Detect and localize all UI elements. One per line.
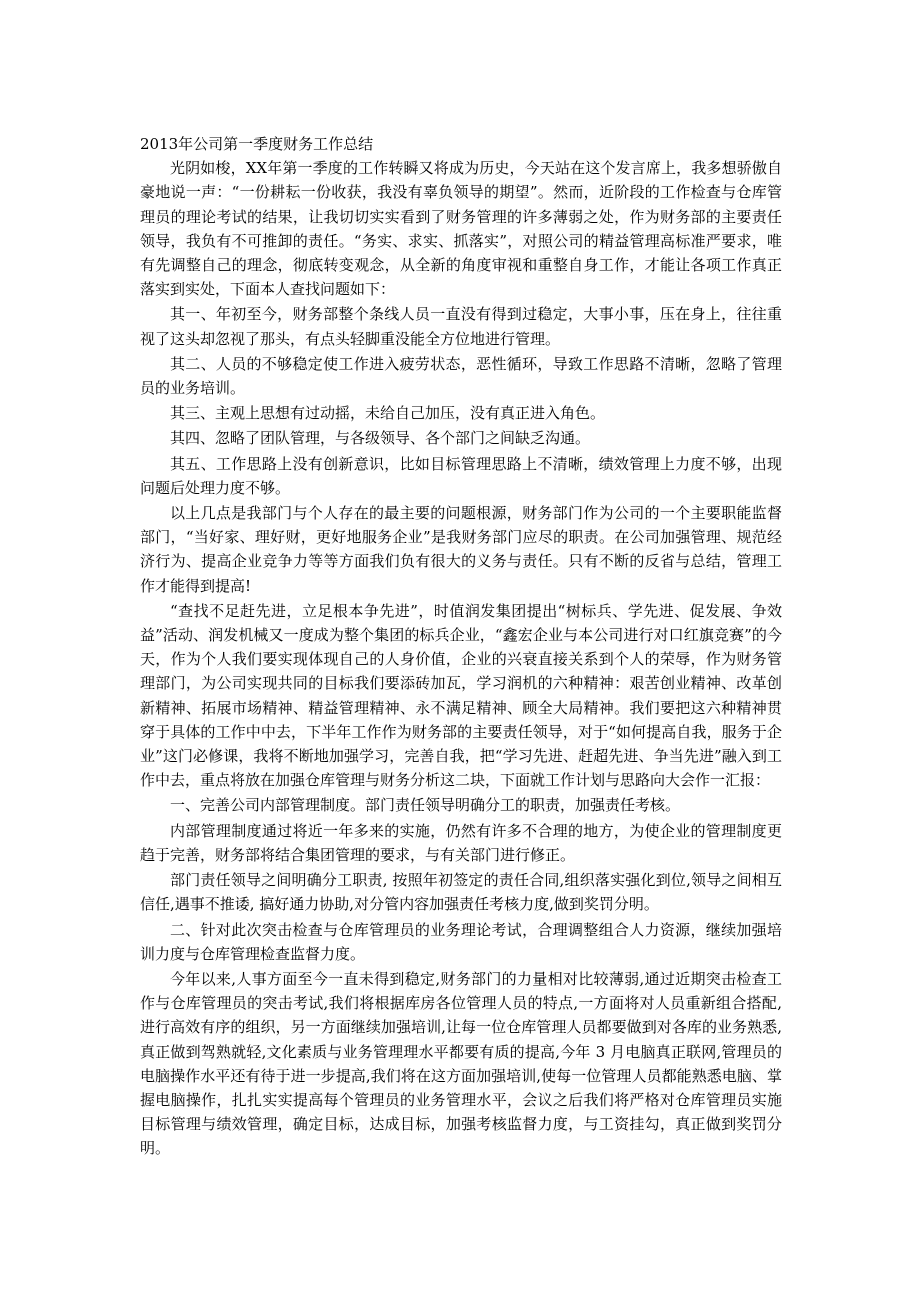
- paragraph-plan-1-detail-b: 部门责任领导之间明确分工职责, 按照年初签定的责任合同,组织落实强化到位,领导之间相互信任,遇事不推诿, 搞好通力协助,对分管内容加强责任考核力度,做到奖罚分明。: [140, 871, 782, 914]
- paragraph-issue-5: 其五、工作思路上没有创新意识，比如目标管理思路上不清晰，绩效管理上力度不够，出现问题后处理力度不够。: [140, 454, 782, 497]
- paragraph-issue-1: 其一、年初至今，财务部整个条线人员一直没有得到过稳定，大事小事，压在身上，往往重视了这头却忽视了那头，有点头轻脚重没能全方位地进行管理。: [140, 305, 782, 348]
- paragraph-issue-3: 其三、主观上思想有过动摇，未给自己加压，没有真正进入角色。: [170, 404, 606, 423]
- document-page: [140, 132, 782, 1161]
- document-title: 2013年公司第一季度财务工作总结: [140, 135, 374, 153]
- paragraph-intro: 光阴如梭，XX年第一季度的工作转瞬又将成为历史，今天站在这个发言席上，我多想骄傲自豪地说一声：“一份耕耘一份收获，我没有辜负领导的期望”。然而，近阶段的工作检查与仓库管理员的理论考试的结果，让我切切实实看到了财务管理的许多薄弱之处，作为财务部的主要责任领导，我负有不可推卸的责任。“务实、求实、抓落实”，对照公司的精益管理高标准严要求，唯有先调整自己的理念，彻底转变观念，从全新的角度审视和重整自身工作，才能让各项工作真正落实到实处，下面本人查找问题如下：: [140, 159, 782, 299]
- paragraph-issue-2: 其二、人员的不够稳定使工作进入疲劳状态，恶性循环，导致工作思路不清晰，忽略了管理员的业务培训。: [140, 354, 782, 398]
- paragraph-plan-2-detail: 今年以来,人事方面至今一直未得到稳定,财务部门的力量相对比较薄弱,通过近期突击检查工作与仓库管理员的突击考试,我们将根据库房各位管理人员的特点,一方面将对人员重新组合搭配, 进行高效有序的组织，另一方面继续加强培训,让每一位仓库管理人员都要做到对各库的业务熟悉,真正做到驾熟就轻,文化素质与业务管理理水平都要有质的提高,今年 3 月电脑真正联网,管理员的电脑操作水平还有待于进一步提高,我们将在这方面加强培训,使每一位管理人员都能熟悉电脑、掌握电脑操作，扎扎实实提高每个管理员的业务管理水平，会议之后我们将严格对仓库管理员实施目标管理与绩效管理，确定目标，达成目标，加强考核监督力度，与工资挂勾，真正做到奖罚分明。: [140, 969, 782, 1158]
- paragraph-issue-4: 其四、忽略了团队管理，与各级领导、各个部门之间缺乏沟通。: [170, 429, 591, 448]
- paragraph-plan-1: 一、完善公司内部管理制度。部门责任领导明确分工的职责，加强责任考核。: [170, 796, 681, 815]
- paragraph-plan-2: 二、针对此次突击检查与仓库管理员的业务理论考试，合理调整组合人力资源，继续加强培训力度与仓库管理检查监督力度。: [140, 920, 782, 963]
- paragraph-plan-1-detail-a: 内部管理制度通过将近一年多来的实施，仍然有许多不合理的地方，为使企业的管理制度更趋于完善，财务部将结合集团管理的要求，与有关部门进行修正。: [140, 821, 782, 864]
- paragraph-root-causes: 以上几点是我部门与个人存在的最主要的问题根源，财务部门作为公司的一个主要职能监督部门，“当好家、理好财，更好地服务企业”是我财务部门应尽的职责。在公司加强管理、规范经济行为、提高企业竞争力等等方面我们负有很大的义务与责任。只有不断的反省与总结，管理工作才能得到提高!: [140, 504, 782, 595]
- paragraph-spirit: “查找不足赶先进，立足根本争先进”，时值润发集团提出“树标兵、学先进、促发展、争效益”活动、润发机械又一度成为整个集团的标兵企业，“鑫宏企业与本公司进行对口红旗竞赛”的今天，作为个人我们要实现体现自己的人身价值，企业的兴衰直接关系到个人的荣辱，作为财务管理部门，为公司实现共同的目标我们要添砖加瓦，学习润机的六种精神：艰苦创业精神、改革创新精神、拓展市场精神、精益管理精神、永不满足精神、顾全大局精神。我们要把这六种精神贯穿于具体的工作中中去，下半年工作作为财务部的主要责任领导，对于“如何提高自我，服务于企业”这门必修课，我将不断地加强学习，完善自我，把“学习先进、赶超先进、争当先进”融入到工作中去，重点将放在加强仓库管理与财务分析这二块，下面就工作计划与思路向大会作一汇报：: [140, 601, 782, 790]
